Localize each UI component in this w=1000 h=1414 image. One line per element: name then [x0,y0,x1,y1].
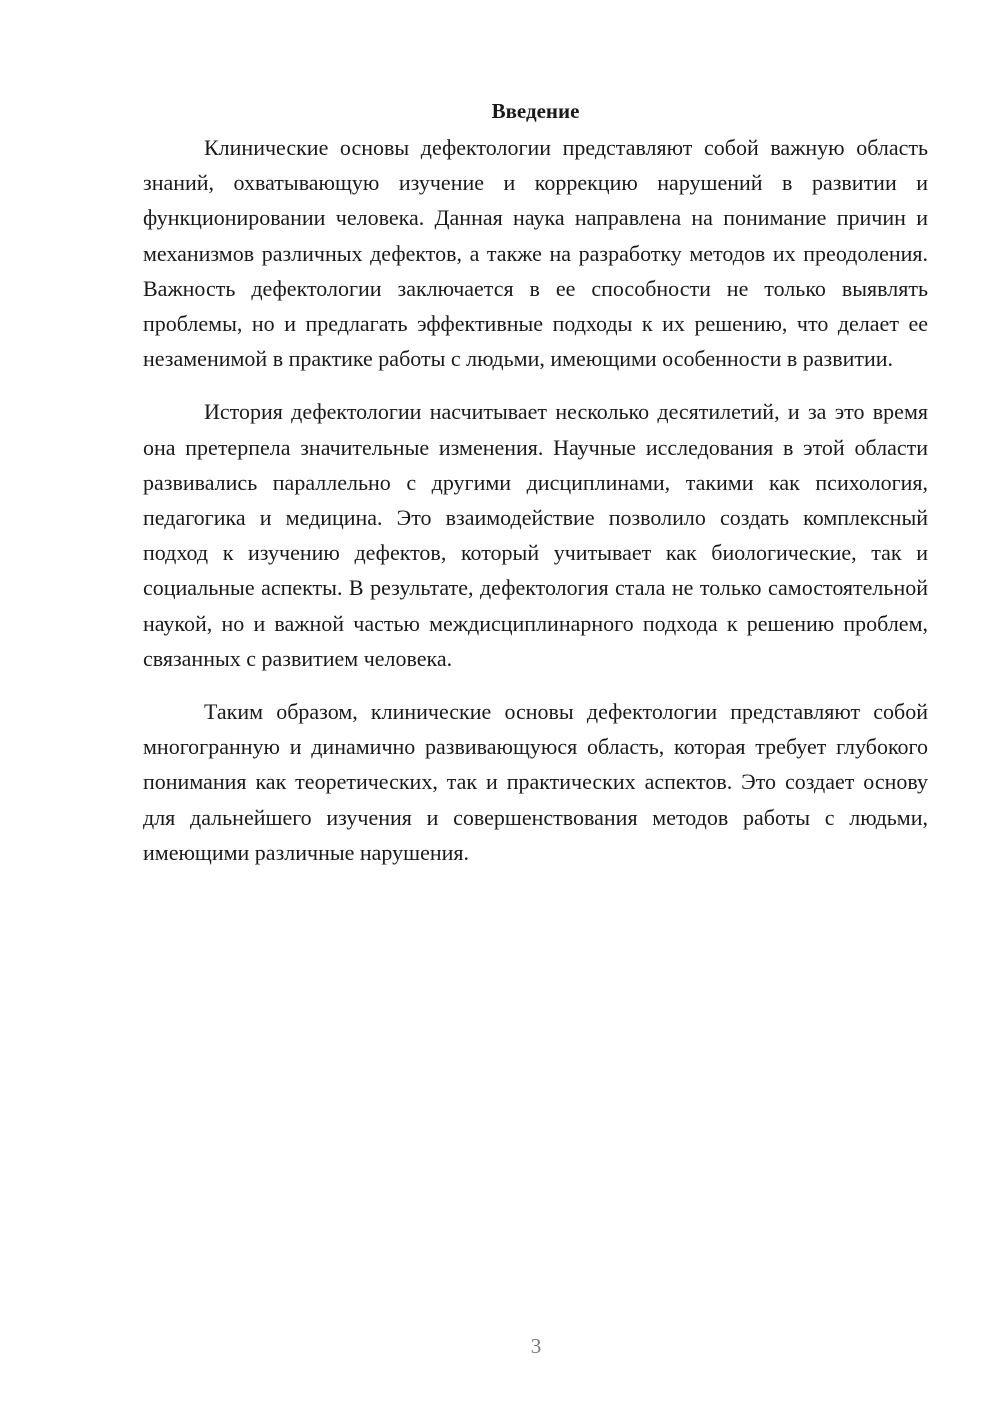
page-number: 3 [530,1334,542,1358]
paragraph-2: История дефектологии насчитывает несколько десятилетий, и за это время она претерпела значительные изменения. Научные исследования в этой области развивались параллельно с другими дисциплинами, такими как психология, педагогика и медицина. Это взаимодействие позволило создать комплексный подход к изучению дефектов, который учитывает как биологические, так и социальные аспекты. В результате, дефектология стала не только самостоятельной наукой, но и важной частью междисциплинарного подхода к решению проблем, связанных с развитием человека. [143,399,928,671]
paragraph-3: Таким образом, клинические основы дефектологии представляют собой многогранную и динамично развивающуюся область, которая требует глубокого понимания как теоретических, так и практических аспектов. Это создает основу для дальнейшего изучения и совершенствования методов работы с людьми, имеющими различные нарушения. [143,699,928,865]
paragraph-1: Клинические основы дефектологии представляют собой важную область знаний, охватывающую изучение и коррекцию нарушений в развитии и функционировании человека. Данная наука направлена на понимание причин и механизмов различных дефектов, а также на разработку методов их преодоления. Важность дефектологии заключается в ее способности не только выявлять проблемы, но и предлагать эффективные подходы к их решению, что делает ее незаменимой в практике работы с людьми, имеющими особенности в развитии. [143,135,928,372]
section-heading: Введение [491,99,580,123]
page-content [143,96,928,888]
